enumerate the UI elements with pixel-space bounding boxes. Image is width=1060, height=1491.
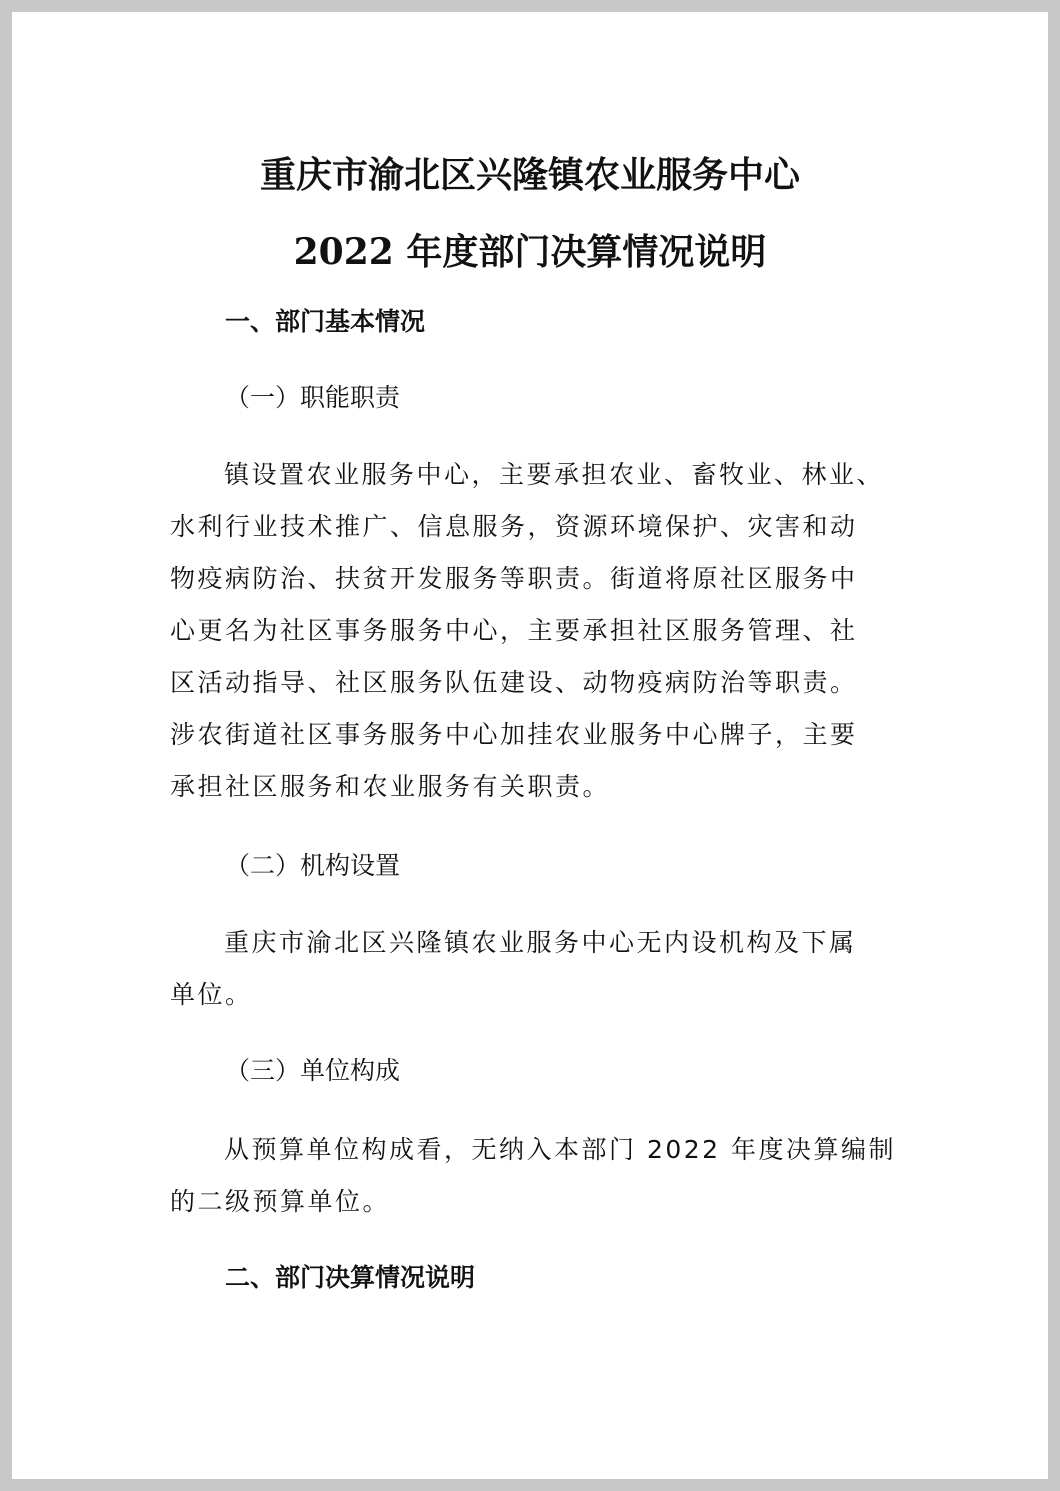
paragraph-line: 单位。 (170, 980, 253, 1009)
subsection-1-paragraph (170, 449, 890, 813)
section-1-heading: 一、部门基本情况 (225, 307, 426, 336)
paragraph-line: 物疫病防治、扶贫开发服务等职责。街道将原社区服务中 (170, 564, 858, 593)
subsection-1-heading: （一）职能职责 (225, 383, 401, 412)
document-title-line-1: 重庆市渝北区兴隆镇农业服务中心 (259, 154, 800, 196)
paragraph-line: 水利行业技术推广、信息服务，资源环境保护、灾害和动 (170, 512, 858, 541)
subsection-3-heading: （三）单位构成 (225, 1056, 401, 1085)
paragraph-line: 从预算单位构成看，无纳入本部门 2022 年度决算编制 (224, 1135, 897, 1164)
paragraph-line: 的二级预算单位。 (170, 1187, 391, 1216)
document-title-line-2: 2022 年度部门决算情况说明 (293, 231, 767, 273)
paragraph-line: 区活动指导、社区服务队伍建设、动物疫病防治等职责。 (170, 668, 858, 697)
paragraph-line: 承担社区服务和农业服务有关职责。 (170, 772, 611, 801)
subsection-3-paragraph (170, 1124, 897, 1228)
document-page (12, 12, 1048, 1479)
paragraph-line: 重庆市渝北区兴隆镇农业服务中心无内设机构及下属 (224, 928, 857, 957)
paragraph-line: 镇设置农业服务中心，主要承担农业、畜牧业、林业、 (224, 460, 885, 489)
paragraph-line: 涉农街道社区事务服务中心加挂农业服务中心牌子，主要 (170, 720, 858, 749)
section-2-heading: 二、部门决算情况说明 (225, 1263, 476, 1292)
paragraph-line: 心更名为社区事务服务中心，主要承担社区服务管理、社 (170, 616, 858, 645)
subsection-2-paragraph (170, 917, 890, 1021)
subsection-2-heading: （二）机构设置 (225, 851, 401, 880)
